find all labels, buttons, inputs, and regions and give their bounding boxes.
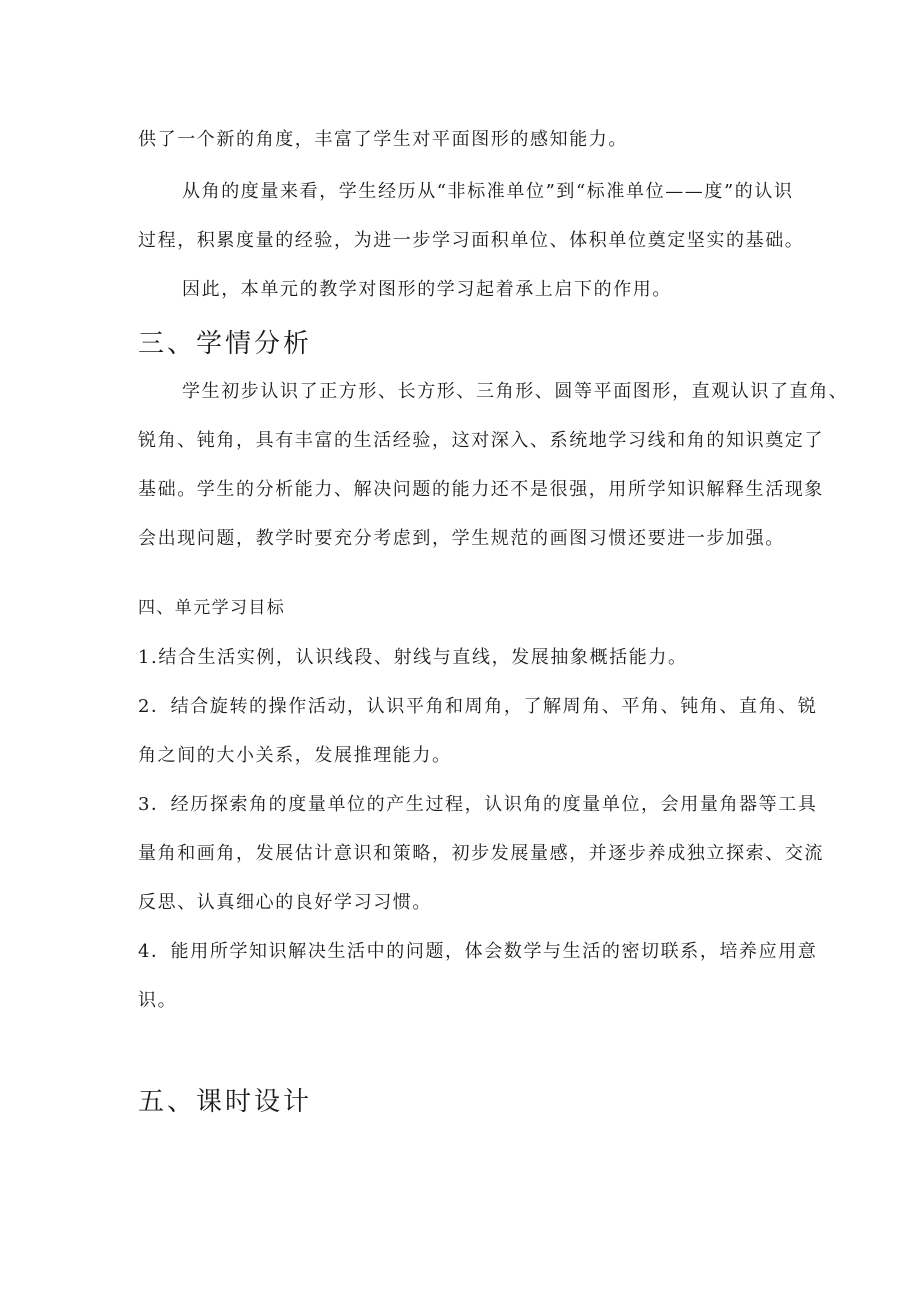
- paragraph-line: 过程，积累度量的经验，为进一步学习面积单位、体积单位奠定坚实的基础。: [138, 230, 805, 251]
- goal-item-3: 3．经历探索角的度量单位的产生过程，认识角的度量单位，会用量角器等工具: [138, 794, 818, 815]
- goal-item-4: 4．能用所学知识解决生活中的问题，体会数学与生活的密切联系，培养应用意: [138, 941, 818, 962]
- paragraph-line: 基础。学生的分析能力、解决问题的能力还不是很强，用所学知识解释生活现象: [138, 479, 824, 500]
- goal-item-3-continued: 反思、认真细心的良好学习习惯。: [138, 892, 432, 913]
- paragraph-line: 学生初步认识了正方形、长方形、三角形、圆等平面图形，直观认识了直角、: [182, 381, 849, 402]
- paragraph-line: 从角的度量来看，学生经历从“非标准单位”到“标准单位——度”的认识: [182, 181, 794, 202]
- paragraph-line: 会出现问题，教学时要充分考虑到，学生规范的画图习惯还要进一步加强。: [138, 528, 785, 549]
- goal-item-2-continued: 角之间的大小关系，发展推理能力。: [138, 745, 452, 766]
- goal-item-4-continued: 识。: [138, 990, 178, 1011]
- goal-item-1: 1.结合生活实例，认识线段、射线与直线，发展抽象概括能力。: [138, 647, 688, 668]
- goal-item-2: 2．结合旋转的操作活动，认识平角和周角，了解周角、平角、钝角、直角、锐: [138, 696, 818, 717]
- section-heading-unit-goals: 四、单元学习目标: [138, 598, 286, 618]
- goal-item-3-continued: 量角和画角，发展估计意识和策略，初步发展量感，并逐步养成独立探索、交流: [138, 843, 824, 864]
- section-heading-lesson-design: 五、课时设计: [138, 1087, 313, 1117]
- paragraph-line: 锐角、钝角，具有丰富的生活经验，这对深入、系统地学习线和角的知识奠定了: [138, 430, 824, 451]
- paragraph-line: 供了一个新的角度，丰富了学生对平面图形的感知能力。: [138, 129, 628, 150]
- paragraph-line: 因此，本单元的教学对图形的学习起着承上启下的作用。: [182, 279, 672, 300]
- section-heading-learner-analysis: 三、学情分析: [138, 329, 313, 359]
